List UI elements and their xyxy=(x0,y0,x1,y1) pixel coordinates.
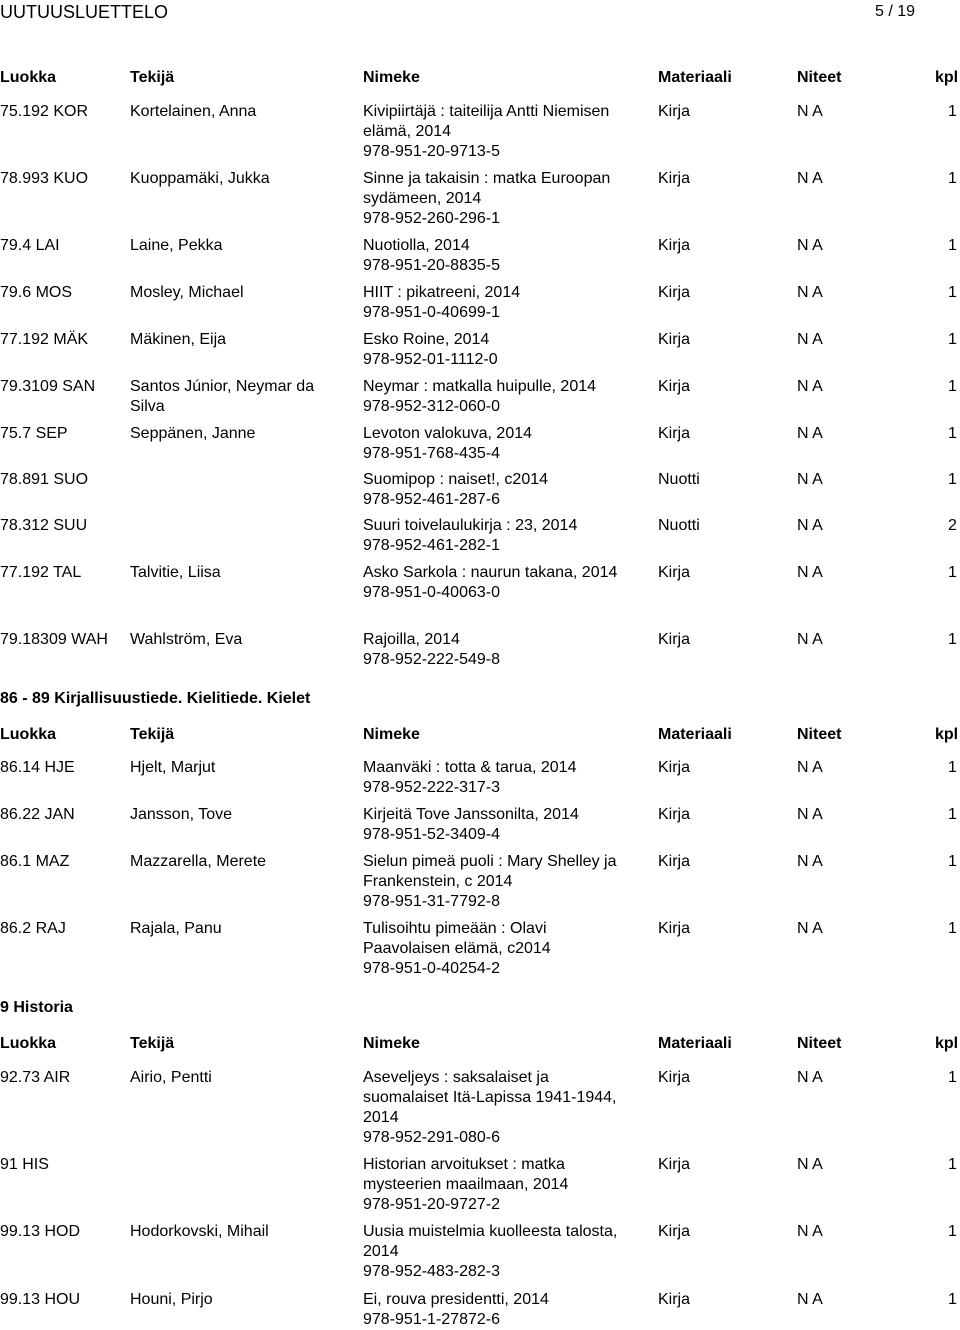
cell-isbn: 978-951-0-40699-1 xyxy=(363,304,500,321)
cell-niteet: N A xyxy=(797,471,823,488)
cell-niteet: N A xyxy=(797,564,823,581)
cell-materiaali: Kirja xyxy=(658,1291,691,1308)
cell-title: Kirjeitä Tove Janssonilta, 2014 xyxy=(363,806,579,823)
cell-materiaali: Kirja xyxy=(658,920,691,937)
cell-isbn: 978-951-20-9713-5 xyxy=(363,143,500,160)
cell-luokka: 86.14 HJE xyxy=(0,759,75,776)
cell-niteet: N A xyxy=(797,103,823,120)
cell-materiaali: Kirja xyxy=(658,564,691,581)
cell-tekija: Seppänen, Janne xyxy=(130,425,256,442)
cell-nimeke xyxy=(363,805,633,845)
cell-kpl: 1 xyxy=(948,1156,957,1173)
cell-niteet: N A xyxy=(797,331,823,348)
col-materiaali: Materiaali xyxy=(658,69,732,86)
cell-materiaali: Kirja xyxy=(658,170,691,187)
col-nimeke: Nimeke xyxy=(363,69,420,86)
cell-kpl: 1 xyxy=(948,103,957,120)
cell-isbn: 978-951-31-7792-8 xyxy=(363,893,500,910)
cell-luokka: 79.4 LAI xyxy=(0,237,60,254)
cell-title: Uusia muistelmia kuolleesta talosta, 2014 xyxy=(363,1223,618,1260)
cell-isbn: 978-952-01-1112-0 xyxy=(363,351,498,368)
cell-tekija: Mosley, Michael xyxy=(130,284,244,301)
cell-niteet: N A xyxy=(797,806,823,823)
cell-kpl: 1 xyxy=(948,853,957,870)
cell-isbn: 978-951-768-435-4 xyxy=(363,445,500,462)
cell-title: Esko Roine, 2014 xyxy=(363,331,490,348)
document-title: UUTUUSLUETTELO xyxy=(0,2,169,22)
cell-kpl: 1 xyxy=(948,331,957,348)
cell-title: Neymar : matkalla huipulle, 2014 xyxy=(363,378,597,395)
cell-tekija: Kortelainen, Anna xyxy=(130,103,257,120)
cell-kpl: 1 xyxy=(948,564,957,581)
cell-luokka: 86.22 JAN xyxy=(0,806,75,823)
cell-kpl: 1 xyxy=(948,631,957,648)
cell-luokka: 75.192 KOR xyxy=(0,103,89,120)
col-tekija: Tekijä xyxy=(130,69,175,86)
cell-kpl: 1 xyxy=(948,1223,957,1240)
cell-tekija: Jansson, Tove xyxy=(130,806,232,823)
cell-nimeke xyxy=(363,758,633,798)
cell-materiaali: Kirja xyxy=(658,284,691,301)
cell-materiaali: Kirja xyxy=(658,103,691,120)
cell-luokka: 77.192 MÄK xyxy=(0,331,89,348)
cell-kpl: 1 xyxy=(948,759,957,776)
cell-nimeke xyxy=(363,1155,633,1215)
cell-nimeke xyxy=(363,1068,633,1148)
col-materiaali: Materiaali xyxy=(658,726,732,743)
cell-nimeke xyxy=(363,1222,633,1282)
cell-materiaali: Kirja xyxy=(658,853,691,870)
cell-isbn: 978-951-1-27872-6 xyxy=(363,1311,500,1328)
cell-luokka: 91 HIS xyxy=(0,1156,49,1173)
cell-title: Kivipiirtäjä : taiteilija Antti Niemisen elämä, 2014 xyxy=(363,103,610,140)
cell-title: Rajoilla, 2014 xyxy=(363,631,460,648)
cell-kpl: 2 xyxy=(948,517,957,534)
cell-nimeke xyxy=(363,424,633,464)
cell-isbn: 978-952-461-282-1 xyxy=(363,537,500,554)
cell-nimeke xyxy=(363,630,633,670)
cell-title: Ei, rouva presidentti, 2014 xyxy=(363,1291,549,1308)
cell-tekija: Houni, Pirjo xyxy=(130,1291,213,1308)
cell-tekija: Mäkinen, Eija xyxy=(130,331,227,348)
cell-kpl: 1 xyxy=(948,284,957,301)
cell-title: Nuotiolla, 2014 xyxy=(363,237,470,254)
cell-luokka: 79.3109 SAN xyxy=(0,378,96,395)
cell-kpl: 1 xyxy=(948,471,957,488)
col-niteet: Niteet xyxy=(797,69,842,86)
cell-luokka: 79.18309 WAH xyxy=(0,631,108,648)
cell-isbn: 978-951-20-9727-2 xyxy=(363,1196,500,1213)
cell-niteet: N A xyxy=(797,284,823,301)
cell-isbn: 978-952-461-287-6 xyxy=(363,491,500,508)
cell-title: HIIT : pikatreeni, 2014 xyxy=(363,284,521,301)
section-title: 9 Historia xyxy=(0,999,73,1016)
cell-nimeke xyxy=(363,470,633,510)
cell-isbn: 978-952-291-080-6 xyxy=(363,1129,500,1146)
cell-kpl: 1 xyxy=(948,237,957,254)
cell-isbn: 978-952-222-549-8 xyxy=(363,651,500,668)
cell-isbn: 978-952-222-317-3 xyxy=(363,779,500,796)
page-number: 5 / 19 xyxy=(874,3,915,20)
cell-luokka: 78.993 KUO xyxy=(0,170,89,187)
section-title: 86 - 89 Kirjallisuustiede. Kielitiede. Kielet xyxy=(0,690,311,707)
cell-title: Asko Sarkola : naurun takana, 2014 xyxy=(363,564,618,581)
cell-materiaali: Kirja xyxy=(658,237,691,254)
col-materiaali: Materiaali xyxy=(658,1035,732,1052)
cell-luokka: 86.2 RAJ xyxy=(0,920,66,937)
cell-niteet: N A xyxy=(797,517,823,534)
cell-tekija: Rajala, Panu xyxy=(130,920,222,937)
cell-materiaali: Kirja xyxy=(658,425,691,442)
cell-nimeke xyxy=(363,563,633,603)
cell-materiaali: Kirja xyxy=(658,806,691,823)
col-kpl: kpl xyxy=(935,726,959,743)
cell-niteet: N A xyxy=(797,1069,823,1086)
cell-title: Tulisoihtu pimeään : Olavi Paavolaisen elämä, c2014 xyxy=(363,920,551,957)
cell-niteet: N A xyxy=(797,170,823,187)
cell-tekija: Hodorkovski, Mihail xyxy=(130,1223,269,1240)
cell-luokka: 78.312 SUU xyxy=(0,517,88,534)
cell-kpl: 1 xyxy=(948,806,957,823)
cell-niteet: N A xyxy=(797,378,823,395)
cell-tekija: Talvitie, Liisa xyxy=(130,564,221,581)
col-nimeke: Nimeke xyxy=(363,1035,420,1052)
cell-tekija: Santos Júnior, Neymar da Silva xyxy=(130,378,315,415)
cell-nimeke xyxy=(363,283,633,323)
cell-tekija: Kuoppamäki, Jukka xyxy=(130,170,270,187)
cell-nimeke xyxy=(363,169,633,229)
col-nimeke: Nimeke xyxy=(363,726,420,743)
cell-niteet: N A xyxy=(797,759,823,776)
col-luokka: Luokka xyxy=(0,726,57,743)
cell-niteet: N A xyxy=(797,1291,823,1308)
cell-nimeke xyxy=(363,236,633,276)
col-tekija: Tekijä xyxy=(130,1035,175,1052)
cell-nimeke xyxy=(363,102,633,162)
cell-luokka: 99.13 HOD xyxy=(0,1223,81,1240)
cell-materiaali: Kirja xyxy=(658,1069,691,1086)
cell-niteet: N A xyxy=(797,425,823,442)
cell-kpl: 1 xyxy=(948,920,957,937)
cell-materiaali: Kirja xyxy=(658,331,691,348)
col-kpl: kpl xyxy=(935,1035,959,1052)
cell-luokka: 99.13 HOU xyxy=(0,1291,81,1308)
cell-title: Maanväki : totta & tarua, 2014 xyxy=(363,759,577,776)
cell-isbn: 978-952-483-282-3 xyxy=(363,1263,500,1280)
cell-tekija: Wahlström, Eva xyxy=(130,631,243,648)
cell-materiaali: Kirja xyxy=(658,631,691,648)
cell-nimeke xyxy=(363,852,633,912)
cell-isbn: 978-952-260-296-1 xyxy=(363,210,500,227)
cell-nimeke xyxy=(363,377,633,417)
cell-isbn: 978-951-0-40063-0 xyxy=(363,584,500,601)
cell-nimeke xyxy=(363,1290,633,1330)
cell-isbn: 978-951-52-3409-4 xyxy=(363,826,500,843)
cell-kpl: 1 xyxy=(948,425,957,442)
cell-title: Aseveljeys : saksalaiset ja suomalaiset Itä-Lapissa 1941-1944, 2014 xyxy=(363,1069,617,1126)
cell-niteet: N A xyxy=(797,853,823,870)
cell-tekija: Airio, Pentti xyxy=(130,1069,212,1086)
cell-tekija: Hjelt, Marjut xyxy=(130,759,216,776)
cell-luokka: 77.192 TAL xyxy=(0,564,82,581)
cell-niteet: N A xyxy=(797,1223,823,1240)
cell-tekija: Mazzarella, Merete xyxy=(130,853,267,870)
cell-title: Suomipop : naiset!, c2014 xyxy=(363,471,549,488)
cell-luokka: 92.73 AIR xyxy=(0,1069,71,1086)
cell-title: Suuri toivelaulukirja : 23, 2014 xyxy=(363,517,578,534)
col-niteet: Niteet xyxy=(797,1035,842,1052)
col-kpl: kpl xyxy=(935,69,959,86)
cell-niteet: N A xyxy=(797,237,823,254)
column-header-row xyxy=(0,67,960,89)
cell-isbn: 978-952-312-060-0 xyxy=(363,398,500,415)
cell-kpl: 1 xyxy=(948,170,957,187)
cell-nimeke xyxy=(363,919,633,979)
col-tekija: Tekijä xyxy=(130,726,175,743)
cell-isbn: 978-951-0-40254-2 xyxy=(363,960,500,977)
col-niteet: Niteet xyxy=(797,726,842,743)
cell-luokka: 78.891 SUO xyxy=(0,471,89,488)
cell-luokka: 75.7 SEP xyxy=(0,425,68,442)
cell-title: Levoton valokuva, 2014 xyxy=(363,425,533,442)
cell-nimeke xyxy=(363,330,633,370)
col-luokka: Luokka xyxy=(0,1035,57,1052)
cell-niteet: N A xyxy=(797,1156,823,1173)
cell-kpl: 1 xyxy=(948,1069,957,1086)
cell-title: Sielun pimeä puoli : Mary Shelley ja Frankenstein, c 2014 xyxy=(363,853,617,890)
cell-materiaali: Kirja xyxy=(658,759,691,776)
cell-niteet: N A xyxy=(797,920,823,937)
cell-niteet: N A xyxy=(797,631,823,648)
cell-tekija: Laine, Pekka xyxy=(130,237,223,254)
cell-kpl: 1 xyxy=(948,1291,957,1308)
cell-title: Sinne ja takaisin : matka Euroopan sydämeen, 2014 xyxy=(363,170,611,207)
cell-materiaali: Kirja xyxy=(658,1223,691,1240)
cell-kpl: 1 xyxy=(948,378,957,395)
cell-materiaali: Nuotti xyxy=(658,471,700,488)
column-header-row xyxy=(0,1033,960,1055)
cell-title: Historian arvoitukset : matka mysteerien maailmaan, 2014 xyxy=(363,1156,569,1193)
cell-luokka: 79.6 MOS xyxy=(0,284,73,301)
cell-nimeke xyxy=(363,516,633,556)
cell-luokka: 86.1 MAZ xyxy=(0,853,70,870)
col-luokka: Luokka xyxy=(0,69,57,86)
cell-materiaali: Nuotti xyxy=(658,517,700,534)
cell-isbn: 978-951-20-8835-5 xyxy=(363,257,500,274)
cell-materiaali: Kirja xyxy=(658,1156,691,1173)
column-header-row xyxy=(0,724,960,746)
cell-materiaali: Kirja xyxy=(658,378,691,395)
